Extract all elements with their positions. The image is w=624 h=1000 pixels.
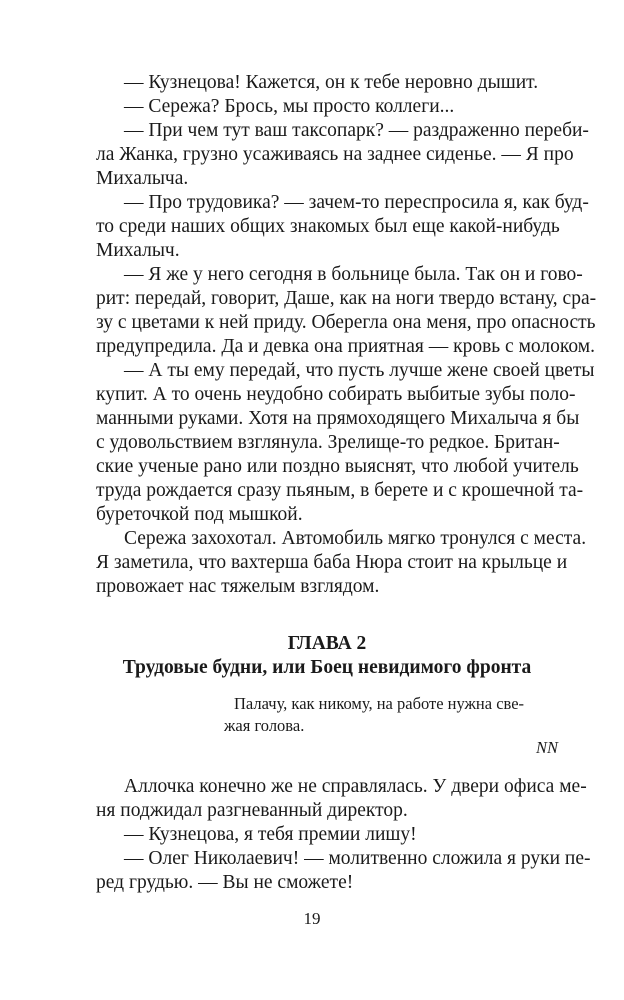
text-line: рит: передай, говорит, Даше, как на ноги твердо встану, сра- [96,288,597,309]
text-line: Аллочка конечно же не справлялась. У двери офиса ме- [124,776,587,797]
text-line: — Олег Николаевич! — молитвенно сложила я руки пе- [124,848,591,869]
text-line: ские ученые рано или поздно выяснят, что любой учитель [96,456,579,477]
text-line: — Кузнецова, я тебя премии лишу! [124,824,417,845]
text-line: провожает нас тяжелым взглядом. [96,576,380,597]
text-line: — Кузнецова! Кажется, он к тебе неровно дышит. [124,72,539,93]
text-line: манными руками. Хотя на прямоходящего Михалыча я бы [96,408,580,429]
text-line: то среди наших общих знакомых был еще какой-нибудь [96,216,560,237]
text-line: зу с цветами к ней приду. Оберегла она меня, про опасность [96,312,596,333]
text-line: Михалыч. [96,240,180,261]
text-line: — Про трудовика? — зачем-то переспросила я, как буд- [124,192,589,213]
text-line: — А ты ему передай, что пусть лучше жене своей цветы [124,360,595,381]
text-line: с удовольствием взглянула. Зрелище-то редкое. Британ- [96,432,560,453]
page-number: 19 [303,909,321,928]
text-line: — Сережа? Брось, мы просто коллеги... [124,96,455,117]
text-line: — При чем тут ваш таксопарк? — раздраженно переби- [124,120,589,141]
text-line: купит. А то очень неудобно собирать выбитые зубы поло- [96,384,576,405]
text-line: предупредила. Да и девка она приятная — кровь с молоком. [96,336,595,357]
text-line: буреточкой под мышкой. [96,504,303,525]
text-line: — Я же у него сегодня в больнице была. Так он и гово- [124,264,583,285]
text-line: Михалыча. [96,168,189,189]
text-line: Сережа захохотал. Автомобиль мягко тронулся с места. [124,528,587,549]
text-line: труда рождается сразу пьяным, в берете и с крошечной та- [96,480,584,501]
epigraph-author: NN [535,738,558,757]
text-line: Я заметила, что вахтерша баба Нюра стоит на крыльце и [96,552,568,573]
epigraph-line: Палачу, как никому, на работе нужна све- [234,694,525,713]
epigraph-line: жая голова. [224,716,305,735]
chapter-number: ГЛАВА 2 [287,633,367,654]
chapter-title: Трудовые будни, или Боец невидимого фронта [122,657,532,678]
text-line: ла Жанка, грузно усаживаясь на заднее сиденье. — Я про [96,144,574,165]
text-line: ред грудью. — Вы не сможете! [96,872,354,893]
text-line: ня поджидал разгневанный директор. [96,800,408,821]
